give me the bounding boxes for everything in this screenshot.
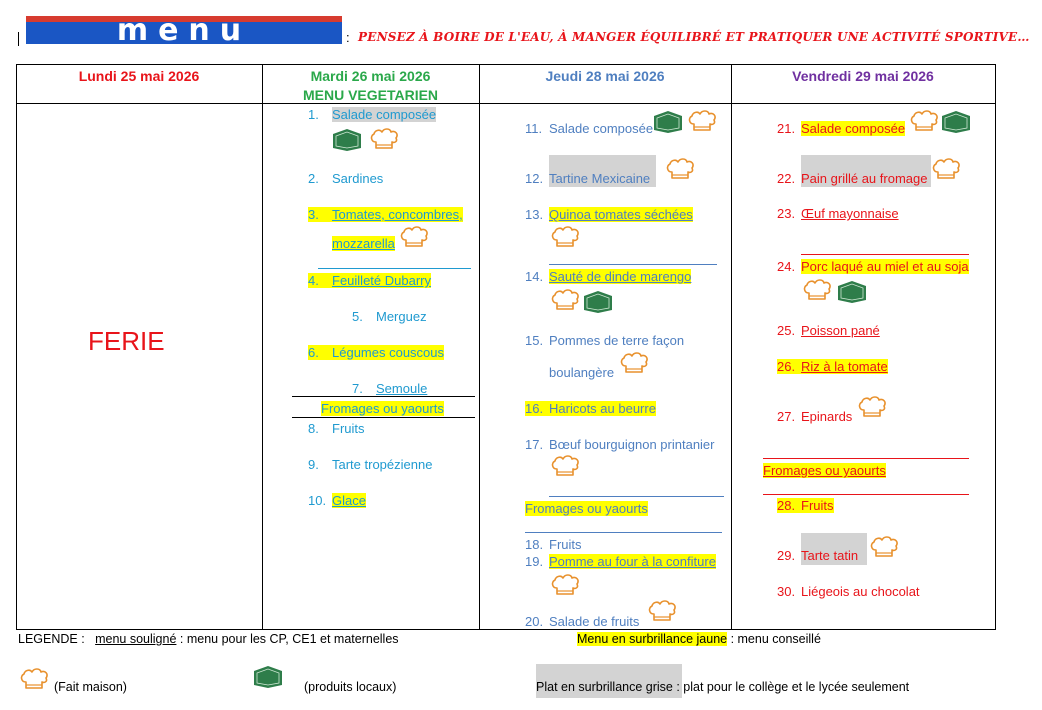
menu-item: 5. Merguez [352,309,427,324]
table-header-border [16,103,996,104]
logo-text: menu [116,14,252,46]
menu-item: 9. Tarte tropézienne [308,457,433,472]
chef-hat-icon [646,600,678,622]
separator-line [318,268,471,269]
menu-item: 18. Fruits [525,537,582,552]
vegetarian-subtitle: MENU VEGETARIEN [302,87,439,103]
menu-item: 20. Salade de fruits [525,614,640,629]
legend-yellow [577,632,821,646]
chef-hat-icon [686,110,718,132]
separator-line [763,494,969,495]
separator-line [549,496,724,497]
chef-hat-icon [618,352,650,374]
menu-item: Fromages ou yaourts [525,501,648,516]
menu-item: 26. Riz à la tomate [777,359,888,374]
col-divider-2 [479,64,480,630]
menu-item: 28. Fruits [777,498,834,513]
chef-hat-icon [368,128,400,150]
menu-item: 30. Liégeois au chocolat [777,584,920,599]
header-colon: : [346,30,350,45]
menu-item: 14. Sauté de dinde marengo [525,269,692,284]
chef-hat-icon [664,158,696,180]
menu-item: 19. Pomme au four à la confiture [525,554,716,569]
legend-grey-desc: : plat pour le collège et le lycée seulement [672,680,910,694]
legend-underline-key: menu souligné [95,632,177,646]
slogan: PENSEZ À BOIRE DE L'EAU, À MANGER ÉQUILIBRÉ ET PRATIQUER UNE ACTIVITÉ SPORTIVE… [358,30,1030,44]
local-products-icon [836,280,868,304]
chef-hat-icon [398,226,430,248]
table-right-border [995,64,996,630]
menu-item: boulangère [549,365,615,380]
local-products-icon [252,665,284,689]
text-cursor [18,32,19,46]
menu-item: 25. Poisson pané [777,323,880,338]
day-header-tuesday: Mardi 26 mai 2026 [310,68,431,84]
chef-hat-icon [856,396,888,418]
local-products-icon [940,110,972,134]
col-divider-3 [731,64,732,630]
chef-hat-icon [801,279,833,301]
menu-item: 13. Quinoa tomates séchées [525,207,693,222]
day-header-thursday: Jeudi 28 mai 2026 [545,68,665,84]
chef-hat-icon [930,158,962,180]
menu-item: Fromages ou yaourts [763,463,886,478]
legend-row-1 [18,632,399,646]
menu-item: 12. Tartine Mexicaine [525,171,651,186]
local-products-icon [582,290,614,314]
menu-item: Fromages ou yaourts [321,401,444,416]
local-products-icon [652,110,684,134]
table-left-border [16,64,17,630]
menu-item: 17. Bœuf bourguignon printanier [525,437,715,452]
menu-item: 27. Epinards [777,409,853,424]
menu-item: 10. Glace [308,493,366,508]
menu-item: 3. Tomates, concombres, [308,207,463,222]
menu-item: 21. Salade composée [777,121,906,136]
day-header-monday: Lundi 25 mai 2026 [78,68,200,84]
legend-label: LEGENDE : [18,632,85,646]
legend-yellow-key: Menu en surbrillance jaune [577,632,728,646]
menu-item: 1. Salade composée [308,107,437,122]
legend-yellow-desc: : menu conseillé [727,632,821,646]
legend-produits-locaux: (produits locaux) [304,680,397,694]
separator-line [525,532,722,533]
table-top-border [16,64,996,65]
menu-item: 4. Feuilleté Dubarry [308,273,431,288]
menu-item: 24. Porc laqué au miel et au soja [777,259,969,274]
menu-item: 23. Œuf mayonnaise [777,206,899,221]
separator-line [549,264,717,265]
table-bottom-border [16,629,996,630]
separator-line [763,458,969,459]
chef-hat-icon [908,110,940,132]
menu-item: 2. Sardines [308,171,384,186]
day-header-friday: Vendredi 29 mai 2026 [792,68,934,84]
legend-fait-maison: (Fait maison) [54,680,127,694]
menu-item: 11. Salade composée [525,121,654,136]
separator-line [801,254,969,255]
chef-hat-icon [549,226,581,248]
chef-hat-icon [18,668,50,690]
menu-logo [26,14,342,46]
menu-item: 15. Pommes de terre façon [525,333,685,348]
col-divider-1 [262,64,263,630]
menu-item: 29. Tarte tatin [777,548,859,563]
separator-line [292,396,475,397]
legend-grey [536,680,909,694]
chef-hat-icon [549,455,581,477]
menu-item: mozzarella [332,236,395,251]
chef-hat-icon [549,574,581,596]
chef-hat-icon [549,289,581,311]
menu-item: 8. Fruits [308,421,365,436]
menu-item: 22. Pain grillé au fromage [777,171,928,186]
legend-underline-desc: : menu pour les CP, CE1 et maternelles [176,632,399,646]
menu-item: 6. Légumes couscous [308,345,445,360]
separator-line [292,417,475,418]
local-products-icon [331,128,363,152]
monday-holiday: FERIE [88,326,165,356]
legend-grey-key: Plat en surbrillance grise [536,680,673,694]
menu-item: 7. Semoule [352,381,428,396]
menu-item: 16. Haricots au beurre [525,401,656,416]
chef-hat-icon [868,536,900,558]
